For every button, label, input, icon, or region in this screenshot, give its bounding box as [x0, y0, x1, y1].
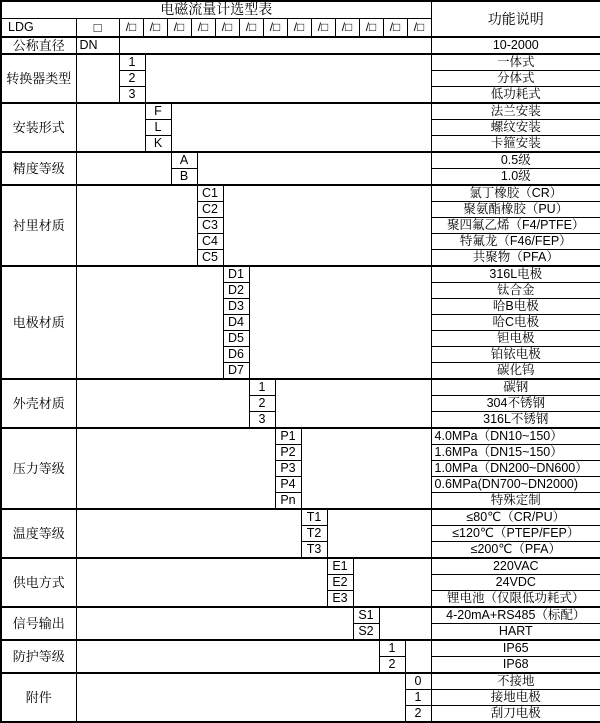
desc-cell: ≤120℃（PTEP/FEP）: [431, 526, 600, 542]
table-row: [1, 640, 600, 657]
desc-cell: 哈C电极: [431, 315, 600, 331]
code-cell: 1: [249, 379, 275, 396]
empty-region: [76, 152, 171, 185]
model-slot: /□: [383, 19, 407, 37]
code-cell: P1: [275, 428, 301, 445]
code-cell: T2: [301, 526, 327, 542]
desc-cell: 聚氨酯橡胶（PU）: [431, 202, 600, 218]
empty-region: [249, 266, 431, 379]
model-slot-strip: [120, 19, 431, 37]
desc-cell: 刮刀电极: [431, 706, 600, 723]
table-row: [1, 152, 600, 169]
code-cell: Pn: [275, 493, 301, 510]
desc-cell: 卡箍安装: [431, 136, 600, 153]
table-row: [1, 103, 600, 120]
empty-region: [223, 185, 431, 266]
desc-cell: 低功耗式: [431, 87, 600, 104]
desc-cell: 螺纹安装: [431, 120, 600, 136]
page-title: 电磁流量计选型表: [1, 1, 431, 18]
desc-cell: ≤200℃（PFA）: [431, 542, 600, 559]
code-cell: E3: [327, 591, 353, 608]
model-code-slots: [119, 18, 431, 37]
category-label: 公称直径: [1, 37, 76, 54]
desc-cell: 分体式: [431, 71, 600, 87]
category-label: 供电方式: [1, 558, 76, 607]
category-label: 精度等级: [1, 152, 76, 185]
code-cell: C1: [197, 185, 223, 202]
category-label: 衬里材质: [1, 185, 76, 266]
model-slot: /□: [359, 19, 383, 37]
code-cell: L: [145, 120, 171, 136]
category-label: 安装形式: [1, 103, 76, 152]
desc-cell: 特殊定制: [431, 493, 600, 510]
code-cell: D6: [223, 347, 249, 363]
empty-region: [76, 379, 249, 428]
empty-region: [76, 673, 405, 722]
desc-cell: 4.0MPa（DN10~150）: [431, 428, 600, 445]
desc-cell: 氯丁橡胶（CR）: [431, 185, 600, 202]
code-cell: P2: [275, 445, 301, 461]
code-cell: D2: [223, 283, 249, 299]
code-cell: 0: [405, 673, 431, 690]
code-cell: F: [145, 103, 171, 120]
desc-cell: 钽电极: [431, 331, 600, 347]
category-label: 压力等级: [1, 428, 76, 509]
desc-cell: 哈B电极: [431, 299, 600, 315]
desc-cell: IP65: [431, 640, 600, 657]
category-label: 温度等级: [1, 509, 76, 558]
code-cell: D7: [223, 363, 249, 380]
desc-cell: 一体式: [431, 54, 600, 71]
code-cell: C5: [197, 250, 223, 267]
code-cell: 1: [119, 54, 145, 71]
table-row: [1, 673, 600, 690]
table-row: [1, 54, 600, 71]
desc-cell: ≤80℃（CR/PU）: [431, 509, 600, 526]
code-cell: D4: [223, 315, 249, 331]
model-slot: /□: [263, 19, 287, 37]
table-row: [1, 607, 600, 624]
model-slot: /□: [125, 19, 137, 34]
model-slot: /□: [167, 19, 191, 37]
empty-region: [76, 266, 223, 379]
code-cell: 3: [119, 87, 145, 104]
category-label: 转换器类型: [1, 54, 76, 103]
desc-cell: 1.0MPa（DN200~DN600）: [431, 461, 600, 477]
desc-cell: 316L不锈钢: [431, 412, 600, 429]
desc-cell: 316L电极: [431, 266, 600, 283]
empty-region: [119, 37, 431, 54]
empty-region: [76, 54, 119, 103]
desc-cell: IP68: [431, 657, 600, 674]
desc-cell: 4-20mA+RS485（标配）: [431, 607, 600, 624]
code-cell: 3: [249, 412, 275, 429]
desc-cell: 304不锈钢: [431, 396, 600, 412]
code-cell: C4: [197, 234, 223, 250]
empty-region: [145, 54, 431, 103]
desc-cell: 钛合金: [431, 283, 600, 299]
model-prefix: LDG: [1, 18, 76, 37]
table-row: [1, 37, 600, 54]
code-cell: 2: [119, 71, 145, 87]
code-cell: 2: [249, 396, 275, 412]
desc-cell: 1.0级: [431, 169, 600, 186]
code-cell: C2: [197, 202, 223, 218]
empty-region: [171, 103, 431, 152]
code-cell: D3: [223, 299, 249, 315]
empty-region: [76, 558, 327, 607]
model-slot: /□: [335, 19, 359, 37]
desc-cell: HART: [431, 624, 600, 641]
code-cell: 2: [379, 657, 405, 674]
model-slot: /□: [191, 19, 215, 37]
empty-region: [301, 428, 431, 509]
empty-region: [405, 640, 431, 673]
table-row: [1, 558, 600, 575]
table-row: [1, 428, 600, 445]
code-cell: K: [145, 136, 171, 153]
category-label: 防护等级: [1, 640, 76, 673]
code-cell: D1: [223, 266, 249, 283]
model-slot: /□: [215, 19, 239, 37]
code-cell: S1: [353, 607, 379, 624]
category-label: 信号输出: [1, 607, 76, 640]
desc-cell: 1.6MPa（DN15~150）: [431, 445, 600, 461]
empty-region: [327, 509, 431, 558]
desc-cell: 0.6MPa(DN700~DN2000): [431, 477, 600, 493]
desc-cell: 碳钢: [431, 379, 600, 396]
desc-cell: 锂电池（仅限低功耗式）: [431, 591, 600, 608]
model-code-box: □: [76, 18, 119, 37]
category-label: 附件: [1, 673, 76, 722]
desc-column-header: 功能说明: [431, 1, 600, 37]
code-cell: S2: [353, 624, 379, 641]
code-cell: 1: [379, 640, 405, 657]
code-cell: D5: [223, 331, 249, 347]
desc-cell: 接地电极: [431, 690, 600, 706]
table-row: [1, 379, 600, 396]
empty-region: [76, 428, 275, 509]
desc-cell: 铂铱电极: [431, 347, 600, 363]
code-cell: E1: [327, 558, 353, 575]
empty-region: [353, 558, 431, 607]
desc-cell: 24VDC: [431, 575, 600, 591]
model-slot: /□: [143, 19, 167, 37]
desc-cell: 法兰安装: [431, 103, 600, 120]
code-cell: DN: [76, 37, 119, 54]
table-row: [1, 509, 600, 526]
desc-cell: 共聚物（PFA）: [431, 250, 600, 267]
category-label: 外壳材质: [1, 379, 76, 428]
desc-cell: 聚四氟乙烯（F4/PTFE）: [431, 218, 600, 234]
desc-cell: 不接地: [431, 673, 600, 690]
code-cell: 2: [405, 706, 431, 723]
desc-cell: 220VAC: [431, 558, 600, 575]
category-label: 电极材质: [1, 266, 76, 379]
model-slot: /□: [287, 19, 311, 37]
desc-cell: 10-2000: [431, 37, 600, 54]
model-slot: /□: [239, 19, 263, 37]
empty-region: [275, 379, 431, 428]
empty-region: [76, 185, 197, 266]
code-cell: T3: [301, 542, 327, 559]
code-cell: C3: [197, 218, 223, 234]
table-row: [1, 185, 600, 202]
empty-region: [379, 607, 431, 640]
model-slot: /□: [311, 19, 335, 37]
empty-region: [76, 509, 301, 558]
code-cell: 1: [405, 690, 431, 706]
code-cell: P4: [275, 477, 301, 493]
empty-region: [197, 152, 431, 185]
code-cell: E2: [327, 575, 353, 591]
code-cell: A: [171, 152, 197, 169]
table-row: [1, 266, 600, 283]
code-cell: B: [171, 169, 197, 186]
code-cell: T1: [301, 509, 327, 526]
empty-region: [76, 103, 145, 152]
empty-region: [76, 640, 379, 673]
title-row: [1, 1, 600, 18]
code-cell: P3: [275, 461, 301, 477]
empty-region: [76, 607, 353, 640]
desc-cell: 碳化钨: [431, 363, 600, 380]
desc-cell: 0.5级: [431, 152, 600, 169]
desc-cell: 特氟龙（F46/FEP）: [431, 234, 600, 250]
model-slot: /□: [407, 19, 431, 37]
